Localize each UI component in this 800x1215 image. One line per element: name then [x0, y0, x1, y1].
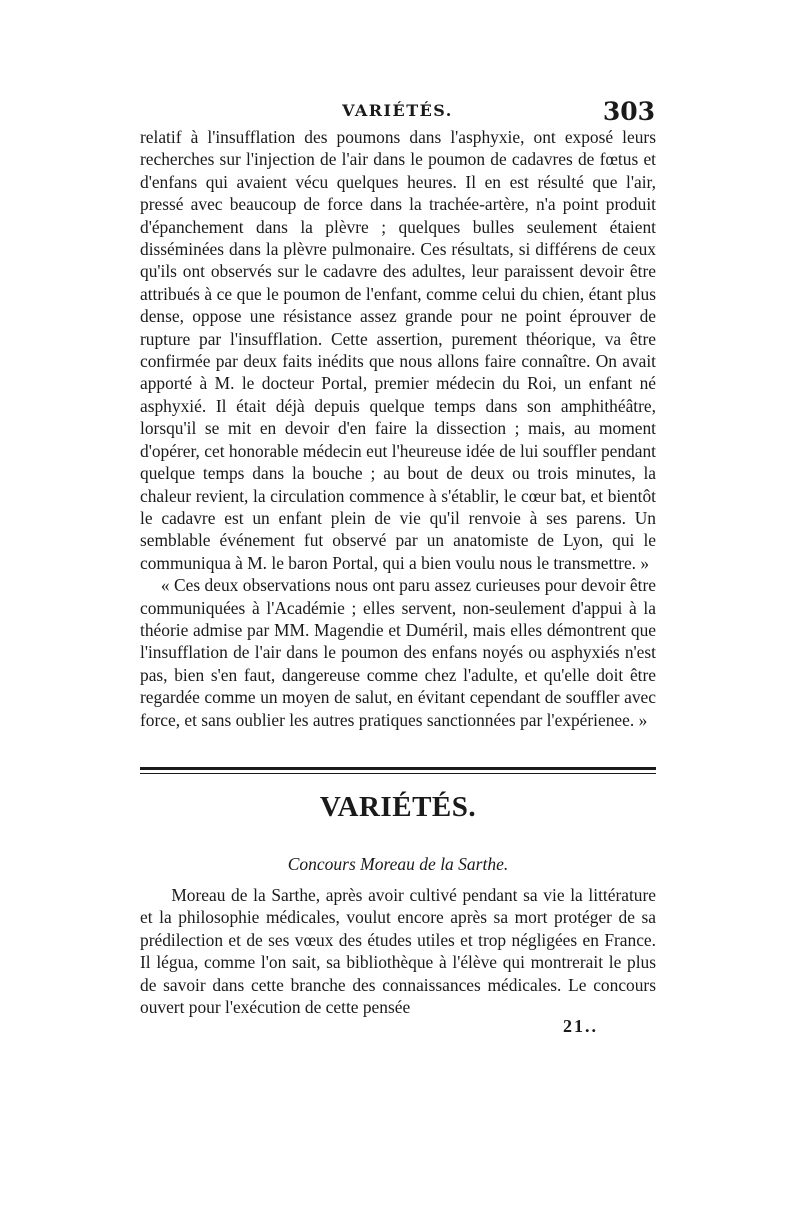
body-paragraph-2: « Ces deux observations nous ont paru assez curieuses pour devoir être communiquées à l'Académie ; elles servent, non-seulement d'appui à la théorie admise par MM. Magendie et Duméril, mais elles démontrent que l'insufflation de l'air dans le poumon des enfans noyés ou asphyxiés n'est pas, bien s'en faut, dangereuse comme chez l'adulte, et qu'elle doit être regardée comme un moyen de salut, en évitant cependant de souffler avec force, et sans oublier les autres pratiques sanctionnées par l'expérienee. »	[140, 575, 656, 730]
section-heading: VARIÉTÉS.	[319, 791, 477, 823]
section-divider	[140, 767, 656, 774]
section-subheading: Concours Moreau de la Sarthe.	[287, 854, 509, 874]
running-title: VARIÉTÉS.	[342, 101, 453, 120]
body-paragraph-1: relatif à l'insufflation des poumons dans l'asphyxie, ont exposé leurs recherches sur l'injection de l'air dans le poumon de cadavres de fœtus et d'enfans qui avaient vécu quelques heures. Il en est résulté que l'air, pressé avec beaucoup de force dans la trachée-artère, n'a point produit d'épanchement dans la plèvre ; quelques bulles seulement étaient disséminées dans la plèvre pulmonaire. Ces résultats, si différens de ceux qu'ils ont observés sur le cadavre des adultes, leur paraissent devoir être attribués à ce que le poumon de l'enfant, comme celui du chien, étant plus dense, oppose une résistance assez grande pour ne point éprouver de rupture par l'insufflation. Cette assertion, purement théorique, va être confirmée par deux faits inédits que nous allons faire connaître. On avait apporté à M. le docteur Portal, premier médecin du Roi, un enfant né asphyxié. Il était déjà depuis quelque temps dans son amphithéâtre, lorsqu'il se mit en devoir d'en faire la dissection ; mais, au moment d'opérer, cet honorable médecin eut l'heureuse idée de lui souffler pendant quelque temps dans la bouche ; au bout de deux ou trois minutes, la chaleur revient, la circulation commence à s'établir, le cœur bat, et bientôt le cadavre est un enfant plein de vie qu'il renvoie à ses parens. Un semblable événement fut observé par un anatomiste de Lyon, qui le communiqua à M. le baron Portal, qui a bien voulu nous le transmettre. »	[140, 127, 656, 573]
divider-thick-rule	[140, 767, 656, 770]
divider-thin-rule	[140, 773, 656, 774]
section-text-block	[140, 884, 656, 1018]
signature-mark: 21..	[563, 1016, 598, 1036]
page-number: 303	[602, 97, 655, 126]
section-paragraph: Moreau de la Sarthe, après avoir cultivé pendant sa vie la littérature et la philosophie médicales, voulut encore après sa mort protéger de sa prédilection et de ses vœux des études utiles et trop négligées en France. Il légua, comme l'on sait, sa bibliothèque à l'élève qui montrerait le plus de savoir dans cette branche des connaissances médicales. Le concours ouvert pour l'exécution de cette pensée	[140, 885, 656, 1018]
continued-text-block	[140, 126, 656, 731]
